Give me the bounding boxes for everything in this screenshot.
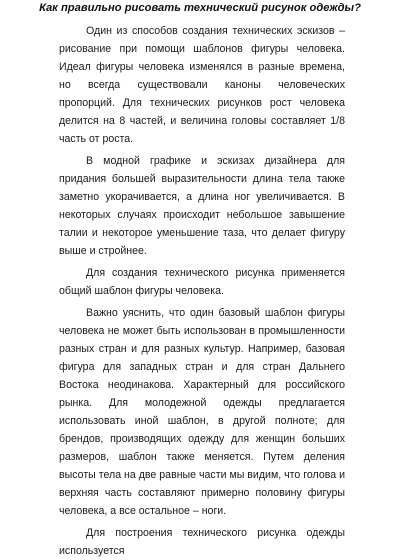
paragraph-1: Один из способов создания технических эскизов – рисование при помощи шаблонов фигуры человека. Идеал фигуры человека изменялся в разные времена, но всегда существовали каноны человеческих пропорций. Для технических рисунков рост человека делится на 8 частей, и величина головы составляет 1/8 часть от роста.: [59, 25, 345, 145]
paragraph-3: Для создания технического рисунка применяется общий шаблон фигуры человека.: [59, 267, 345, 297]
paragraph-5: Для построения технического рисунка одежды используется: [59, 527, 345, 557]
page-title: Как правильно рисовать технический рисунок одежды?: [39, 2, 361, 14]
article-body: [59, 22, 345, 560]
paragraph-4: Важно уяснить, что один базовый шаблон фигуры человека не может быть использован в промышленности разных стран и для разных культур. Например, базовая фигура для западных стран и для стран Дальнего Востока неодинакова. Характерный для российского рынка. Для молодежной одежды предлагается использовать иной шаблон, в другой полноте; для брендов, производящих одежду для женщин больших размеров, шаблон также меняется. Путем деления высоты тела на две равные части мы видим, что голова и верхняя часть составляют примерно половину фигуры человека, а все остальное – ноги.: [59, 307, 345, 517]
paragraph-2: В модной графике и эскизах дизайнера для придания большей выразительности длина тела также заметно укорачивается, а длина ног увеличивается. В некоторых случаях происходит небольшое завышение талии и некоторое уменьшение таза, что делает фигуру выше и стройнее.: [59, 155, 345, 257]
